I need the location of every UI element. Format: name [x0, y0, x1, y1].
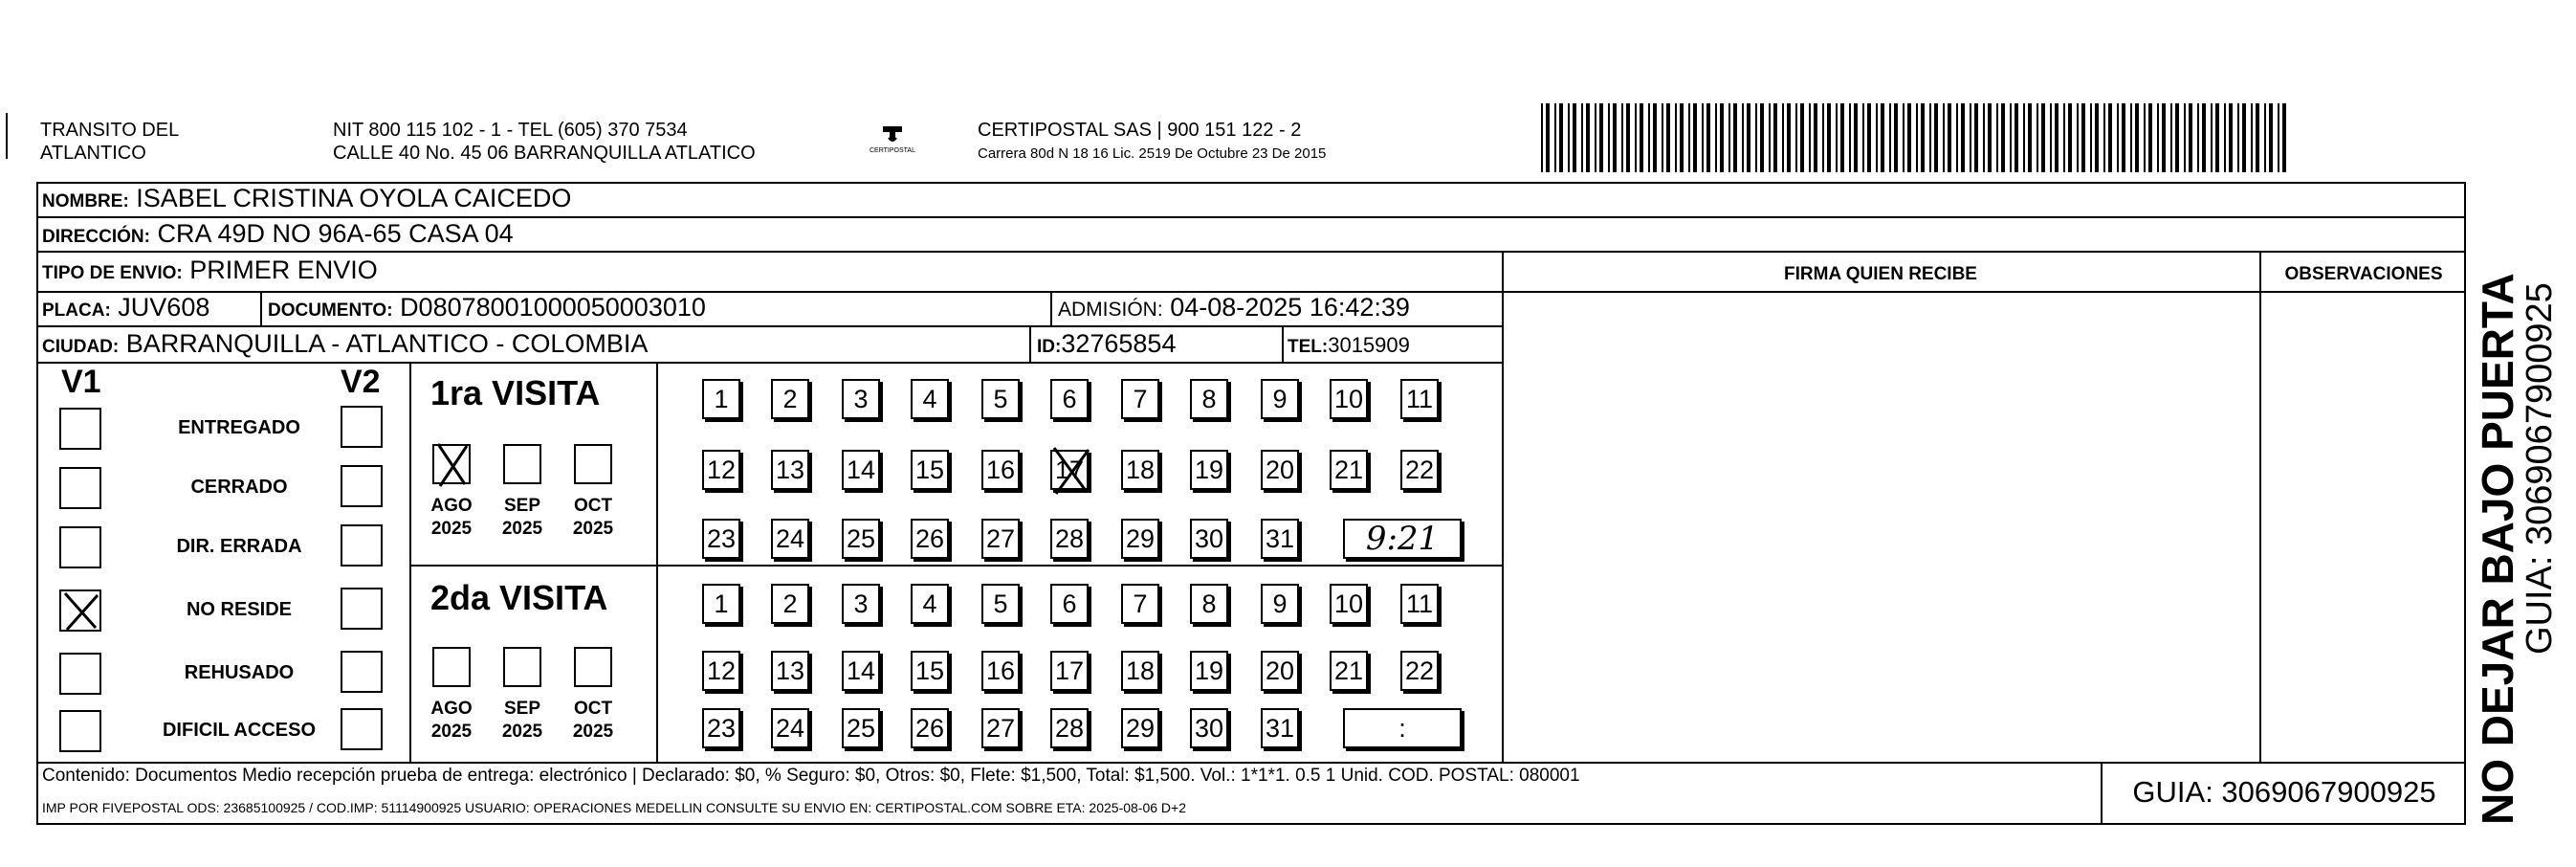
status-label: NO RESIDE [186, 599, 293, 620]
status-label: CERRADO [190, 477, 288, 498]
day-box[interactable]: 11 [1400, 584, 1439, 624]
day-box[interactable]: 11 [1400, 379, 1439, 419]
day-box[interactable]: 20 [1261, 450, 1299, 490]
second-visit-title: 2da VISITA [430, 578, 608, 617]
v2-checkbox[interactable] [341, 524, 383, 567]
day-box[interactable]: 2 [771, 584, 809, 624]
status-label: REHUSADO [184, 662, 295, 683]
certipostal-logo [859, 119, 926, 163]
col-line [656, 362, 658, 762]
side-warning: NO DEJAR BAJO PUERTA [2473, 273, 2522, 825]
day-box[interactable]: 31 [1261, 519, 1299, 559]
admision-label: ADMISIÓN: [1058, 299, 1163, 321]
month-checkbox[interactable] [503, 444, 541, 484]
documento-value: D08078001000050003010 [400, 293, 706, 322]
day-box[interactable]: 25 [842, 519, 880, 559]
admision-row [1058, 293, 1410, 324]
col-line [1282, 325, 1284, 362]
day-box[interactable]: 23 [702, 708, 740, 748]
header-company: CERTIPOSTAL SAS | 900 151 122 - 2 [978, 120, 1302, 141]
side-guia: GUIA: 3069067900925 [2520, 282, 2560, 655]
v1-checkbox[interactable] [59, 653, 101, 695]
day-box[interactable]: 10 [1330, 379, 1368, 419]
edge-mark [6, 113, 8, 159]
footer-guia: GUIA: 3069067900925 [2132, 775, 2436, 809]
footer-line1: Contenido: Documentos Medio recepción prueba de entrega: electrónico | Declarado: $0, % Seguro: $0, Otros: $0, Flete: $1,500, Total: $1,500. Vol.: 1*1*1. 0.5 1 Unid. COD. POSTAL: 080001 [42, 766, 1580, 786]
day-box[interactable]: 28 [1050, 519, 1089, 559]
day-box[interactable]: 29 [1121, 708, 1159, 748]
v2-checkbox[interactable] [341, 588, 383, 630]
ciudad-value: BARRANQUILLA - ATLANTICO - COLOMBIA [125, 329, 649, 358]
logo-text: CERTIPOSTAL [870, 147, 915, 154]
second-visit-time-box[interactable]: : [1343, 708, 1462, 748]
tel-value: 3015909 [1328, 333, 1410, 357]
documento-label: DOCUMENTO: [268, 300, 393, 321]
col-line [260, 291, 262, 325]
day-box[interactable]: 1 [702, 379, 740, 419]
day-box[interactable]: 30 [1190, 708, 1228, 748]
v1-checkbox[interactable] [59, 526, 101, 568]
header-address: CALLE 40 No. 45 06 BARRANQUILLA ATLATICO [333, 143, 756, 164]
checkmark-x-icon [59, 589, 101, 632]
month-label: OCT [573, 496, 613, 516]
col-line [1050, 291, 1052, 325]
day-box[interactable]: 19 [1190, 450, 1228, 490]
day-box[interactable]: 9 [1261, 379, 1299, 419]
ciudad-label: CIUDAD: [42, 337, 120, 357]
day-box[interactable]: 29 [1121, 519, 1159, 559]
day-box[interactable]: 8 [1190, 379, 1228, 419]
day-box[interactable]: 15 [911, 651, 949, 691]
day-box[interactable]: 3 [842, 584, 880, 624]
nombre-row [42, 184, 571, 216]
day-box[interactable]: 14 [842, 651, 880, 691]
v1-checkbox[interactable] [59, 467, 101, 509]
day-box[interactable]: 1 [702, 584, 740, 624]
year-label: 2025 [572, 722, 614, 742]
checkmark-x-icon [432, 440, 471, 488]
day-box[interactable]: 26 [911, 519, 949, 559]
v2-checkbox[interactable] [341, 406, 383, 448]
month-checkbox[interactable] [574, 444, 612, 484]
v2-checkbox[interactable] [341, 465, 383, 507]
year-label: 2025 [430, 519, 473, 539]
ciudad-row [42, 329, 648, 362]
month-checkbox[interactable] [432, 647, 471, 687]
day-box[interactable]: 22 [1400, 450, 1439, 490]
day-box[interactable]: 21 [1330, 651, 1368, 691]
v1-checkbox[interactable] [59, 408, 101, 450]
day-box[interactable]: 16 [981, 450, 1020, 490]
day-box[interactable]: 4 [911, 379, 949, 419]
tel-row [1288, 331, 1410, 362]
month-label: OCT [573, 699, 613, 719]
tipo-row [42, 256, 378, 288]
nombre-value: ISABEL CRISTINA OYOLA CAICEDO [136, 184, 572, 212]
header-underline [1502, 291, 2466, 293]
day-box[interactable]: 22 [1400, 651, 1439, 691]
day-box[interactable]: 9 [1261, 584, 1299, 624]
status-label: DIR. ERRADA [176, 536, 302, 557]
header-nit: NIT 800 115 102 - 1 - TEL (605) 370 7534 [333, 120, 688, 141]
year-label: 2025 [572, 519, 614, 539]
nombre-label: NOMBRE: [42, 191, 129, 211]
direccion-value: CRA 49D NO 96A-65 CASA 04 [157, 219, 514, 248]
id-label: ID: [1037, 337, 1062, 357]
day-box[interactable]: 18 [1121, 651, 1159, 691]
month-label: AGO [430, 699, 473, 719]
visit-divider [409, 565, 1502, 567]
day-box[interactable]: 21 [1330, 450, 1368, 490]
year-label: 2025 [501, 722, 543, 742]
day-box[interactable]: 19 [1190, 651, 1228, 691]
id-value: 32765854 [1061, 329, 1177, 358]
col-line [1502, 251, 1504, 762]
tel-label: TEL: [1288, 337, 1329, 357]
col-line [1029, 325, 1031, 362]
first-visit-title: 1ra VISITA [430, 373, 601, 412]
day-box[interactable]: 20 [1261, 651, 1299, 691]
day-box[interactable]: 5 [981, 379, 1020, 419]
placa-value: JUV608 [118, 293, 210, 322]
day-box[interactable]: 13 [771, 450, 809, 490]
day-box[interactable]: 15 [911, 450, 949, 490]
day-box[interactable]: 8 [1190, 584, 1228, 624]
direccion-label: DIRECCIÓN: [42, 227, 150, 247]
day-box[interactable]: 16 [981, 651, 1020, 691]
row-line [36, 362, 1502, 364]
id-row [1037, 329, 1176, 362]
day-box[interactable]: 17 [1050, 651, 1089, 691]
day-box[interactable]: 5 [981, 584, 1020, 624]
col-line [2259, 251, 2261, 762]
row-line [36, 216, 2466, 218]
year-label: 2025 [430, 722, 473, 742]
day-box[interactable]: 27 [981, 519, 1020, 559]
day-box[interactable]: 26 [911, 708, 949, 748]
year-label: 2025 [501, 519, 543, 539]
day-box[interactable]: 7 [1121, 584, 1159, 624]
day-box[interactable]: 24 [771, 708, 809, 748]
placa-label: PLACA: [42, 300, 111, 321]
day-box[interactable]: 10 [1330, 584, 1368, 624]
v2-checkbox[interactable] [341, 708, 383, 750]
day-box[interactable]: 6 [1050, 584, 1089, 624]
day-box[interactable]: 13 [771, 651, 809, 691]
observaciones-label: OBSERVACIONES [2284, 264, 2443, 284]
v1-checkbox[interactable] [59, 710, 101, 752]
day-box[interactable]: 17 [1050, 450, 1089, 490]
day-box[interactable]: 12 [702, 450, 740, 490]
checkmark-x-icon [1048, 444, 1092, 496]
documento-row [268, 293, 706, 325]
month-label: AGO [430, 496, 473, 516]
status-label: ENTREGADO [178, 417, 300, 438]
status-label: DIFICIL ACCESO [162, 720, 316, 741]
day-box[interactable]: 23 [702, 519, 740, 559]
tipo-label: TIPO DE ENVIO: [42, 263, 183, 283]
day-box[interactable]: 7 [1121, 379, 1159, 419]
month-checkbox[interactable] [503, 647, 541, 687]
day-box[interactable]: 30 [1190, 519, 1228, 559]
day-box[interactable]: 3 [842, 379, 880, 419]
day-box[interactable]: 31 [1261, 708, 1299, 748]
firma-label: FIRMA QUIEN RECIBE [1784, 264, 1977, 284]
admision-value: 04-08-2025 16:42:39 [1170, 293, 1410, 322]
day-box[interactable]: 28 [1050, 708, 1089, 748]
day-box[interactable]: 14 [842, 450, 880, 490]
month-label: SEP [503, 496, 541, 516]
day-box[interactable]: 25 [842, 708, 880, 748]
tipo-value: PRIMER ENVIO [189, 256, 378, 284]
day-box[interactable]: 6 [1050, 379, 1089, 419]
v2-label: V2 [341, 364, 381, 400]
footer-line2: IMP POR FIVEPOSTAL ODS: 23685100925 / COD.IMP: 51114900925 USUARIO: OPERACIONES MEDELLIN CONSULTE SU ENVIO EN: CERTIPOSTAL.COM SOBRE ETA: 2025-08-06 D+2 [42, 800, 1187, 815]
month-checkbox[interactable] [574, 647, 612, 687]
month-label: SEP [503, 699, 541, 719]
col-line [409, 362, 411, 762]
barcode [1541, 103, 2287, 172]
placa-row [42, 293, 209, 325]
day-box[interactable]: 18 [1121, 450, 1159, 490]
header-license: Carrera 80d N 18 16 Lic. 2519 De Octubre 23 De 2015 [978, 145, 1327, 162]
day-box[interactable]: 2 [771, 379, 809, 419]
day-box[interactable]: 12 [702, 651, 740, 691]
direccion-row [42, 219, 514, 252]
day-box[interactable]: 27 [981, 708, 1020, 748]
first-visit-time-box[interactable]: 9:21 [1343, 519, 1462, 559]
header-org-line1: TRANSITO DEL [40, 120, 180, 141]
v1-label: V1 [61, 364, 101, 400]
day-box[interactable]: 4 [911, 584, 949, 624]
day-box[interactable]: 24 [771, 519, 809, 559]
header-org-line2: ATLANTICO [40, 143, 146, 164]
v2-checkbox[interactable] [341, 651, 383, 693]
